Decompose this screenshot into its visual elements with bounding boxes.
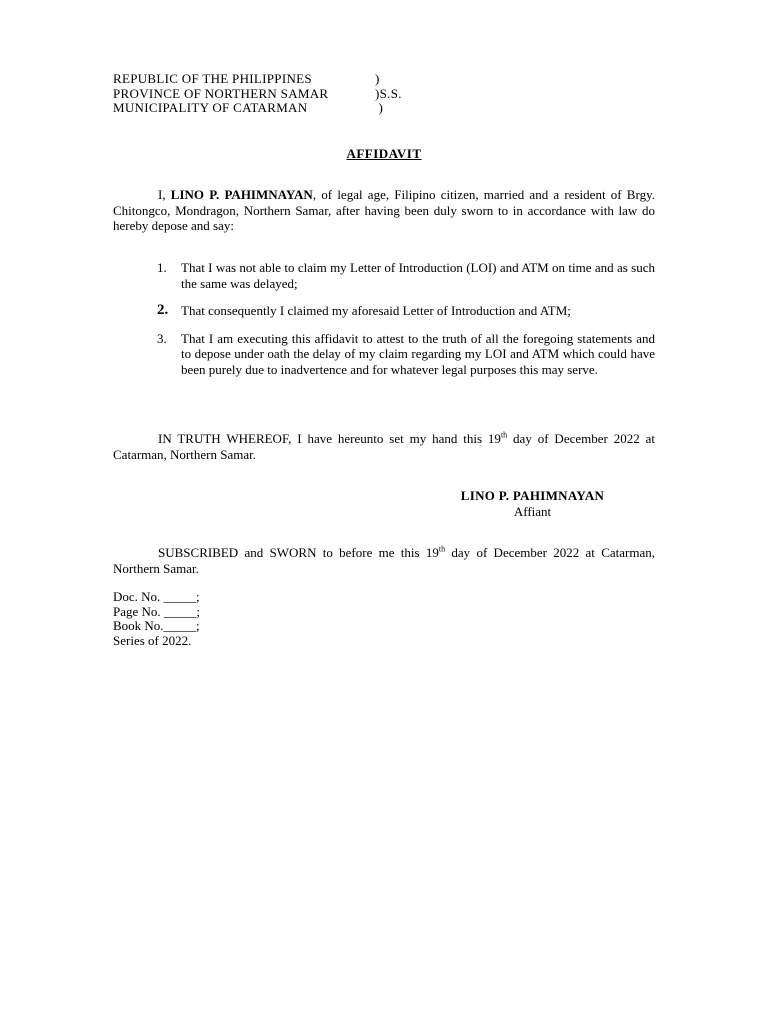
- document-title: [0, 146, 768, 162]
- item-number: 3.: [157, 330, 167, 346]
- caption-left: REPUBLIC OF THE PHILIPPINES: [113, 71, 312, 86]
- affiant-name: LINO P. PAHIMNAYAN: [460, 488, 605, 503]
- item-number: 1.: [157, 260, 167, 275]
- jurat-before: SUBSCRIBED and SWORN to before me this 19: [158, 545, 439, 560]
- caption-line: [113, 87, 402, 102]
- list-item: [157, 260, 655, 291]
- truth-superscript: th: [500, 430, 508, 440]
- venue-caption: [113, 72, 402, 116]
- item-text: That I am executing this affidavit to attest to the truth of all the foregoing statements and to depose under oath the delay of my claim regarding my LOI and ATM which could have been purely due to inadvertence and for whatever legal purposes this may serve.: [181, 330, 655, 377]
- item-text: That I was not able to claim my Letter of Introduction (LOI) and ATM on time and as such the same was delayed;: [181, 260, 655, 291]
- statement-list: [157, 260, 655, 389]
- jurat-paragraph: [113, 545, 655, 576]
- caption-right: ): [375, 71, 380, 86]
- list-item: [157, 303, 655, 319]
- caption-left: PROVINCE OF NORTHERN SAMAR: [113, 85, 329, 101]
- affiant-name-inline: LINO P. PAHIMNAYAN: [170, 187, 313, 202]
- truth-before: IN TRUTH WHEREOF, I have hereunto set my hand this 19: [158, 431, 501, 446]
- intro-prefix: I,: [158, 187, 171, 202]
- item-number: 2.: [157, 302, 169, 318]
- doc-number-line: Doc. No. _____;: [113, 589, 200, 604]
- page-number-line: Page No. _____;: [113, 603, 201, 619]
- series-line: Series of 2022.: [113, 632, 192, 648]
- intro-text: , of legal age, Filipino citizen, married and a resident of Brgy. Chitongco, Mondragon, Northern Samar, after having been duly sworn to in accordance with law do hereby depose and say:: [113, 187, 655, 233]
- caption-line: [113, 101, 402, 116]
- jurat-superscript: th: [438, 544, 446, 554]
- notarial-registry: [113, 590, 200, 648]
- list-item: [157, 331, 655, 378]
- truth-paragraph: [113, 431, 655, 462]
- signature-block: [420, 488, 645, 519]
- caption-left: MUNICIPALITY OF CATARMAN: [113, 100, 308, 115]
- caption-right: ): [375, 100, 384, 115]
- book-number-line: Book No._____;: [113, 618, 200, 633]
- caption-right: )S.S.: [375, 85, 402, 101]
- intro-paragraph: [113, 187, 655, 234]
- item-text: That consequently I claimed my aforesaid Letter of Introduction and ATM;: [181, 303, 571, 318]
- title-text: AFFIDAVIT: [346, 146, 422, 161]
- jurat-after: day of December 2022 at Catarman, Northern Samar.: [113, 545, 655, 576]
- truth-after: day of December 2022 at Catarman, Northern Samar.: [113, 431, 655, 462]
- caption-line: [113, 72, 402, 87]
- affiant-role: Affiant: [513, 503, 552, 519]
